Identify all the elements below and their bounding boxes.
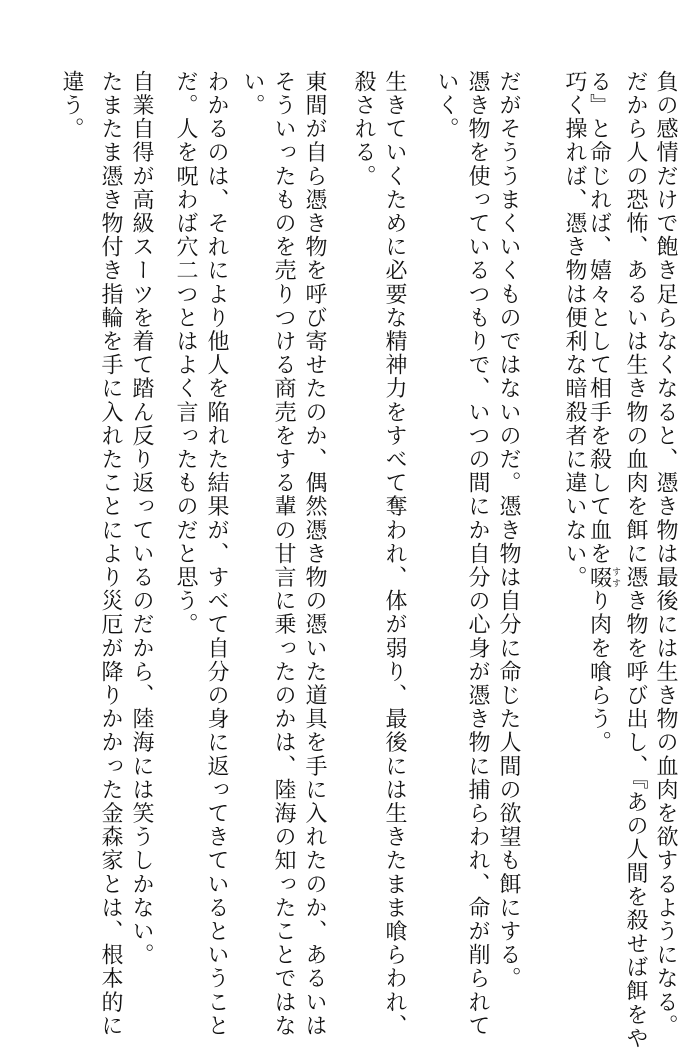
text-column-14: だ。人を呪わば穴二つとはよく言ったものだと思う。 [173,70,198,637]
text-column-17: 違う。 [59,70,84,141]
text-column-9: 殺される。 [351,70,376,188]
ruby-base: 啜 [586,565,612,590]
text-column-3 [586,70,620,755]
text-column-7: いく。 [434,70,459,141]
text-column-3-after: り肉を喰らう。 [586,589,612,755]
ruby-annotation [586,565,620,590]
text-column-4: 巧く操れば、憑き物は便利な暗殺者に違いない。 [562,70,587,590]
text-column-13: わかるのは、それにより他人を陥れた結果が、すべて自分の身に返ってきているということ [204,70,229,1038]
text-column-8: 生きていくために必要な精神力をすべて奪われ、体が弱り、最後には生きたまま喰らわれ、 [382,70,407,1038]
text-column-2: だから人の恐怖、あるいは生き物の血肉を餌に憑き物を呼び出し、『あの人間を殺せば餌をや [623,70,648,1050]
text-column-3-before: る』と命じれば、嬉々として相手を殺して血を [586,70,612,566]
text-column-10: 東間が自ら憑き物を呼び寄せたのか、偶然憑き物の憑いた道具を手に入れたのか、あるいは [302,70,327,1038]
text-column-12: い。 [240,70,265,118]
text-column-1: 負の感情だけで飽き足らなくなると、憑き物は最後には生き物の血肉を欲するようになる。 [653,70,678,1038]
text-column-5: だがそううまくいくものではないのだ。憑き物は自分に命じた人間の欲望も餌にする。 [496,70,521,991]
text-column-16: たまたま憑き物付き指輪を手に入れたことにより災厄が降りかかった金森家とは、根本的に [98,70,123,1038]
ruby-reading: すす [610,565,620,590]
text-column-6: 憑き物を使っているつもりで、いつの間にか自分の心身が憑き物に捕らわれ、命が削られて [465,70,490,1038]
text-column-11: そういったものを売りつける商売をする輩の甘言に乗ったのかは、陸海の知ったことではな [271,70,296,1038]
text-column-15: 自業自得が高級スーツを着て踏ん反り返っているのだから、陸海には笑うしかない。 [129,70,154,967]
